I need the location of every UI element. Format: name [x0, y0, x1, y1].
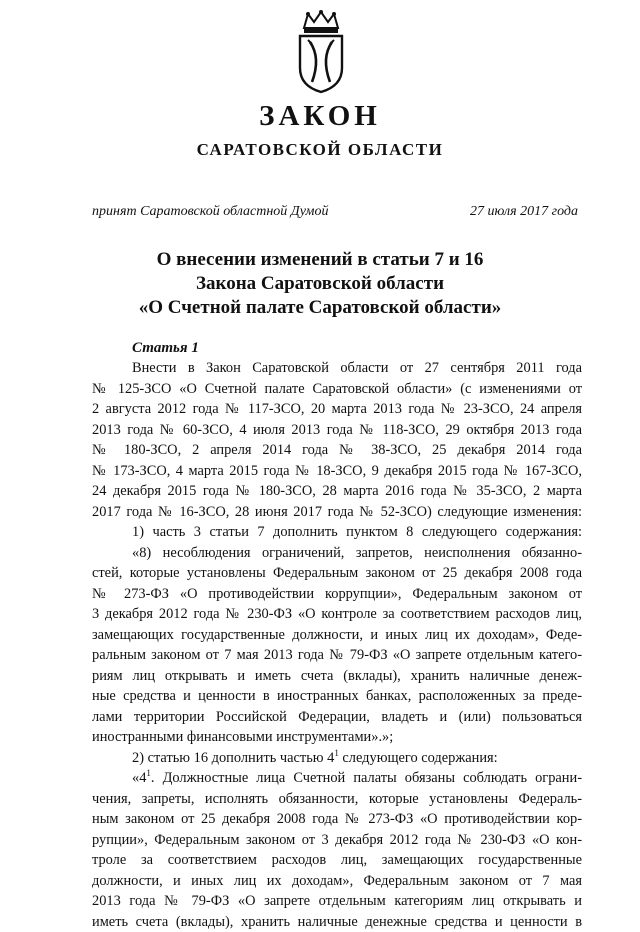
text-line: № 125-ЗСО «О Счетной палате Саратовской области» (с изменениями от: [92, 379, 582, 400]
text-line: ным законом от 25 декабря 2008 года № 273-ФЗ «О противодействии кор-: [92, 809, 582, 830]
text-line: 2017 года № 16-ЗСО, 28 июня 2017 года № 52-ЗСО) следующие изменения:: [92, 502, 582, 523]
law-title: ЗАКОН: [0, 100, 640, 133]
text-line: ные средства и ценности в иностранных банках, расположенных за преде-: [92, 686, 582, 707]
text-fragment: следующего содержания:: [339, 750, 498, 766]
text-line: ральным законом от 7 мая 2013 года № 79-ФЗ «О запрете отдельным катего-: [92, 645, 582, 666]
superscript: 1: [146, 768, 151, 778]
text-line: № 180-ЗСО, 2 апреля 2014 года № 38-ЗСО, 25 декабря 2014 года: [92, 440, 582, 461]
text-line: иметь счета (вклады), хранить наличные денежные средства и ценности в: [92, 912, 582, 932]
document-title-line: «О Счетной палате Саратовской области»: [0, 296, 640, 320]
text-fragment: 2) статью 16 дополнить частью 4: [132, 750, 334, 766]
text-line: стей, которые установлены Федеральным законом от 25 декабря 2008 года: [92, 563, 582, 584]
text-line: лами территории Российской Федерации, владеть и (или) пользоваться: [92, 707, 582, 728]
article-body: [92, 358, 582, 932]
text-line: 2013 года № 60-ЗСО, 4 июля 2013 года № 118-ЗСО, 29 октября 2013 года: [92, 420, 582, 441]
text-line: рупции», Федеральным законом от 3 декабря 2012 года № 230-ФЗ «О кон-: [92, 830, 582, 851]
text-line: троле за соответствием расходов лиц, замещающих государственные: [92, 850, 582, 871]
document-title-line: О внесении изменений в статьи 7 и 16: [0, 248, 640, 272]
document-title-line: Закона Саратовской области: [0, 272, 640, 296]
text-line: 3 декабря 2012 года № 230-ФЗ «О контроле за соответствием расходов лиц,: [92, 604, 582, 625]
adopted-date: 27 июля 2017 года: [470, 204, 578, 220]
adopted-by: принят Саратовской областной Думой: [92, 204, 329, 220]
text-fragment: «4: [132, 770, 146, 786]
text-line: риям лиц открывать и иметь счета (вклады), хранить наличные денеж-: [92, 666, 582, 687]
text-line: замещающих государственные должности, и иных лиц их доходам», Феде-: [92, 625, 582, 646]
text-line: «8) несоблюдения ограничений, запретов, неисполнения обязанно-: [92, 543, 582, 564]
text-line: 2013 года № 79-ФЗ «О запрете отдельным категориям лиц открывать и: [92, 891, 582, 912]
coat-of-arms-icon: [296, 10, 346, 94]
text-line: [92, 748, 582, 769]
text-line: 2 августа 2012 года № 117-ЗСО, 20 марта 2013 года № 23-ЗСО, 24 апреля: [92, 399, 582, 420]
superscript: 1: [334, 748, 339, 758]
text-line: 24 декабря 2015 года № 180-ЗСО, 28 марта 2016 года № 35-ЗСО, 2 марта: [92, 481, 582, 502]
document-title: [0, 248, 640, 320]
law-region: САРАТОВСКОЙ ОБЛАСТИ: [0, 140, 640, 160]
text-line: Внести в Закон Саратовской области от 27 сентября 2011 года: [92, 358, 582, 379]
text-line: чения, запреты, исполнять обязанности, которые установлены Федераль-: [92, 789, 582, 810]
text-fragment: . Должностные лица Счетной палаты обязаны соблюдать ограни-: [151, 770, 582, 786]
text-line: должности, и иных лиц их доходам», Федеральным законом от 7 мая: [92, 871, 582, 892]
text-line: [92, 768, 582, 789]
text-line: № 173-ЗСО, 4 марта 2015 года № 18-ЗСО, 9 декабря 2015 года № 167-ЗСО,: [92, 461, 582, 482]
text-line: 1) часть 3 статьи 7 дополнить пунктом 8 следующего содержания:: [92, 522, 582, 543]
text-line: иностранными финансовыми инструментами».»;: [92, 727, 582, 748]
text-line: № 273-ФЗ «О противодействии коррупции», Федеральным законом от: [92, 584, 582, 605]
article-heading: Статья 1: [132, 340, 199, 357]
